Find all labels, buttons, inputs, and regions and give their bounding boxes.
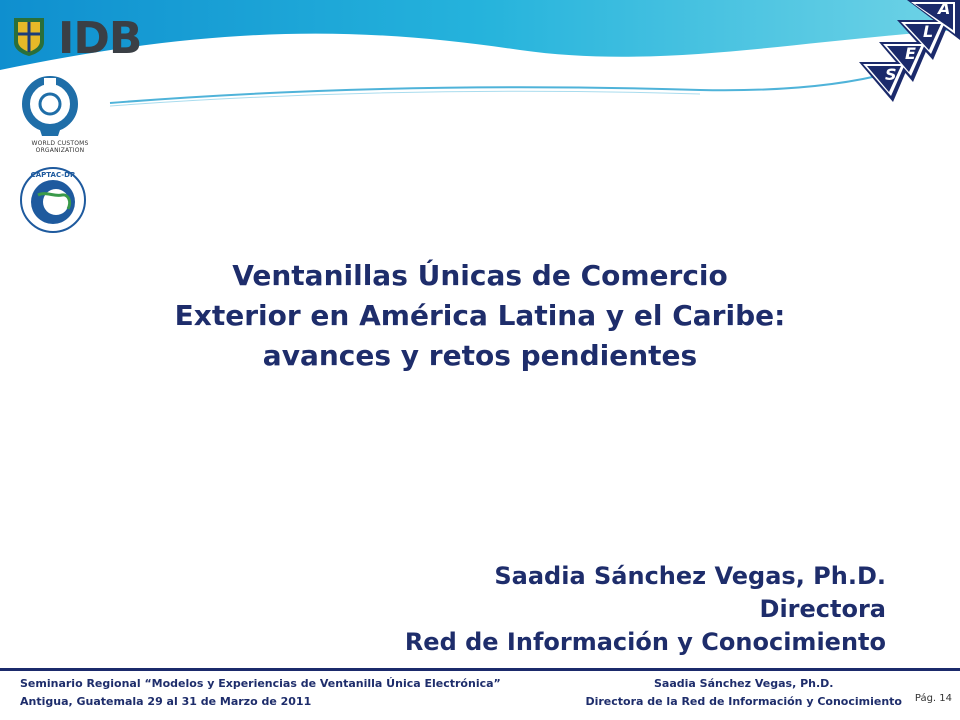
wco-emblem-icon — [10, 74, 110, 140]
footer-event-title: Seminario Regional “Modelos y Experiencias de Ventanilla Única Electrónica” — [20, 677, 501, 690]
captac-text: CAPTAC-DR — [30, 171, 76, 179]
footer-event-place-date: Antigua, Guatemala 29 al 31 de Marzo de 2011 — [20, 695, 312, 708]
author-name: Saadia Sánchez Vegas, Ph.D. — [494, 562, 886, 590]
slide-title — [120, 256, 840, 376]
footer-presenter-name: Saadia Sánchez Vegas, Ph.D. — [653, 677, 834, 690]
title-line-1: Ventanillas Únicas de Comercio — [232, 259, 728, 292]
sela-letter-l: L — [923, 22, 934, 41]
captac-logo — [18, 165, 88, 235]
sela-emblem-icon — [855, 0, 960, 105]
idb-logo — [6, 10, 146, 62]
footer-presenter — [585, 675, 902, 711]
sela-logo — [855, 0, 960, 105]
sela-letter-s: S — [885, 65, 897, 84]
author-role: Directora — [759, 595, 886, 623]
author-block — [405, 560, 886, 659]
sela-letter-e: E — [905, 44, 916, 63]
footer-divider — [0, 668, 960, 671]
footer — [0, 674, 960, 720]
author-unit: Red de Información y Conocimiento — [404, 628, 886, 656]
captac-emblem-icon — [18, 165, 88, 235]
idb-logo-text: IDB — [58, 13, 142, 64]
footer-event — [20, 675, 501, 711]
title-line-2: Exterior en América Latina y el Caribe: — [174, 299, 786, 332]
sela-letter-a: A — [938, 0, 951, 18]
page-number: Pág. 14 — [914, 693, 952, 704]
title-line-3: avances y retos pendientes — [262, 339, 698, 372]
footer-presenter-role: Directora de la Red de Información y Conocimiento — [585, 695, 902, 708]
idb-emblem-icon — [6, 12, 52, 58]
wco-logo — [10, 74, 110, 154]
wco-caption: WORLD CUSTOMS ORGANIZATION — [31, 140, 89, 154]
